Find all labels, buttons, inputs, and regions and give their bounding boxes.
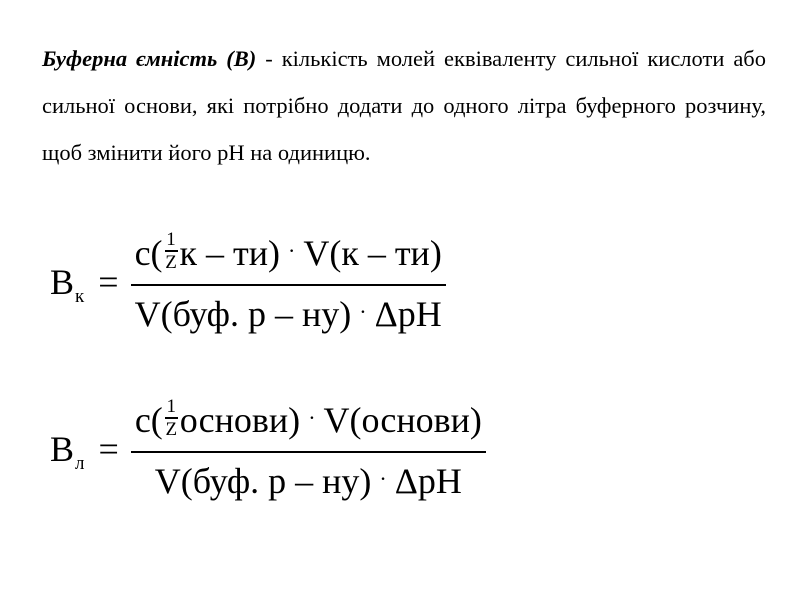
equals-sign: = (98, 429, 119, 469)
main-fraction (131, 393, 486, 505)
equivalence-factor (165, 397, 178, 439)
multiply-dot: · (308, 405, 316, 430)
base-buffer-capacity-formula (50, 393, 486, 505)
definition-dash: - (265, 46, 273, 71)
fraction-denominator (131, 286, 446, 338)
buffer-volume-term: V(буф. р – ну) (134, 294, 352, 334)
concentration-substance: основи) (179, 400, 301, 440)
definition-term: Буферна ємність (В) (42, 46, 257, 71)
buffer-capacity-definition (42, 35, 766, 176)
formula-lhs (50, 261, 85, 307)
formula-symbol: В (50, 429, 75, 469)
formula-lhs (50, 428, 85, 474)
concentration-open: с( (134, 400, 163, 440)
volume-term: V(к – ти) (303, 233, 442, 273)
equivalence-factor-numerator: 1 (166, 229, 176, 251)
fraction-numerator (131, 226, 446, 284)
formula-symbol: В (50, 262, 75, 302)
multiply-dot: · (359, 299, 367, 324)
acid-buffer-capacity-formula (50, 226, 446, 338)
delta-ph-term: ΔрН (374, 294, 442, 334)
formula-subscript: к (75, 286, 85, 307)
volume-term: V(основи) (323, 400, 482, 440)
fraction-denominator (131, 453, 486, 505)
concentration-open: с( (134, 233, 163, 273)
fraction-numerator (131, 393, 486, 451)
multiply-dot: · (379, 466, 387, 491)
equivalence-factor-numerator: 1 (166, 396, 177, 418)
equivalence-factor (165, 230, 178, 272)
formula-subscript: л (75, 453, 85, 474)
main-fraction (131, 226, 446, 338)
definition-body: кількість молей еквіваленту сильної кислоти або сильної основи, які потрібно додати до одного літра буферного розчину, щоб змінити його рН на одиницю. (42, 46, 767, 165)
equals-sign: = (98, 262, 119, 302)
buffer-volume-term: V(буф. р – ну) (154, 461, 372, 501)
concentration-substance: к – ти) (179, 233, 281, 273)
multiply-dot: · (288, 238, 296, 263)
equivalence-factor-denominator: Z (165, 251, 177, 273)
equivalence-factor-denominator: Z (165, 418, 178, 440)
delta-ph-term: ΔрН (394, 461, 462, 501)
